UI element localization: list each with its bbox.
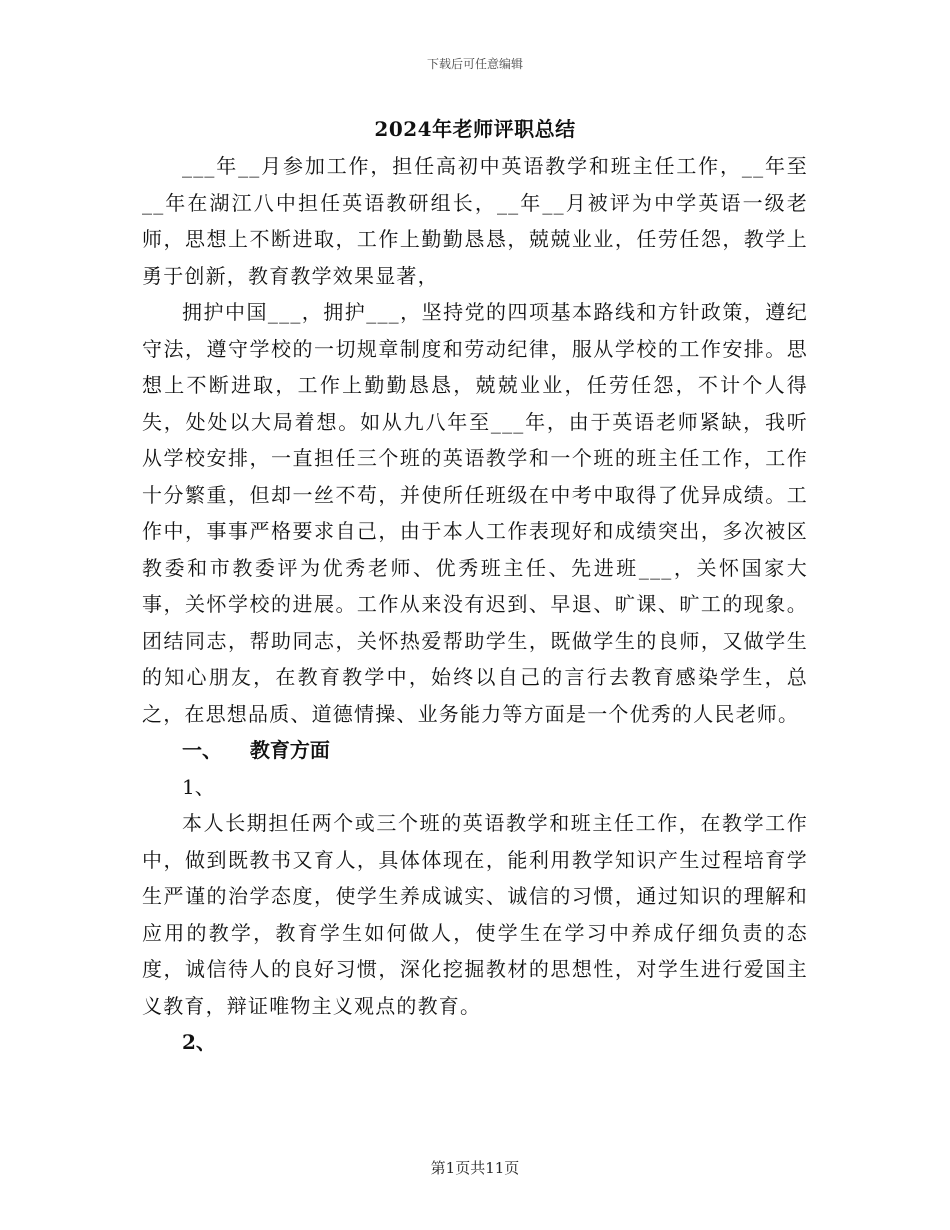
item-number-2: 2、 [182, 1030, 216, 1054]
document-body [142, 148, 808, 1061]
paragraph-item-1: 本人长期担任两个或三个班的英语教学和班主任工作，在教学工作中，做到既教书又育人，具体体现在，能利用教学知识产生过程培育学生严谨的治学态度，使学生养成诚实、诚信的习惯，通过知识的理解和应用的教学，教育学生如何做人，使学生在学习中养成仔细负责的态度，诚信待人的良好习惯，深化挖掘教材的思想性，对学生进行爱国主义教育，辩证唯物主义观点的教育。 [142, 811, 808, 1018]
page-footer: 第1页共11页 [430, 1159, 520, 1177]
paragraph-political: 拥护中国___，拥护___，坚持党的四项基本路线和方针政策，遵纪守法，遵守学校的一切规章制度和劳动纪律，服从学校的工作安排。思想上不断进取，工作上勤勤恳恳，兢兢业业，任劳任怨，不计个人得失，处处以大局着想。如从九八年至___年，由于英语老师紧缺，我听从学校安排，一直担任三个班的英语教学和一个班的班主任工作，工作十分繁重，但却一丝不苟，并使所任班级在中考中取得了优异成绩。工作中，事事严格要求自己，由于本人工作表现好和成绩突出，多次被区教委和市教委评为优秀老师、优秀班主任、先进班___，关怀国家大事，关怀学校的进展。工作从来没有迟到、早退、旷课、旷工的现象。团结同志，帮助同志，关怀热爱帮助学生，既做学生的良师，又做学生的知心朋友，在教育教学中，始终以自己的言行去教育感染学生，总之，在思想品质、道德情操、业务能力等方面是一个优秀的人民老师。 [142, 300, 808, 726]
section-heading-education: 一、 教育方面 [182, 738, 330, 762]
header-note: 下载后可任意编辑 [426, 57, 523, 71]
document-title: 2024年老师评职总结 [374, 117, 576, 141]
paragraph-intro: ___年__月参加工作，担任高初中英语教学和班主任工作，__年至__年在湖江八中担任英语教研组长，__年__月被评为中学英语一级老师，思想上不断进取，工作上勤勤恳恳，兢兢业业，任劳任怨，教学上勇于创新，教育教学效果显著， [142, 154, 808, 288]
item-number-1: 1、 [182, 774, 215, 799]
